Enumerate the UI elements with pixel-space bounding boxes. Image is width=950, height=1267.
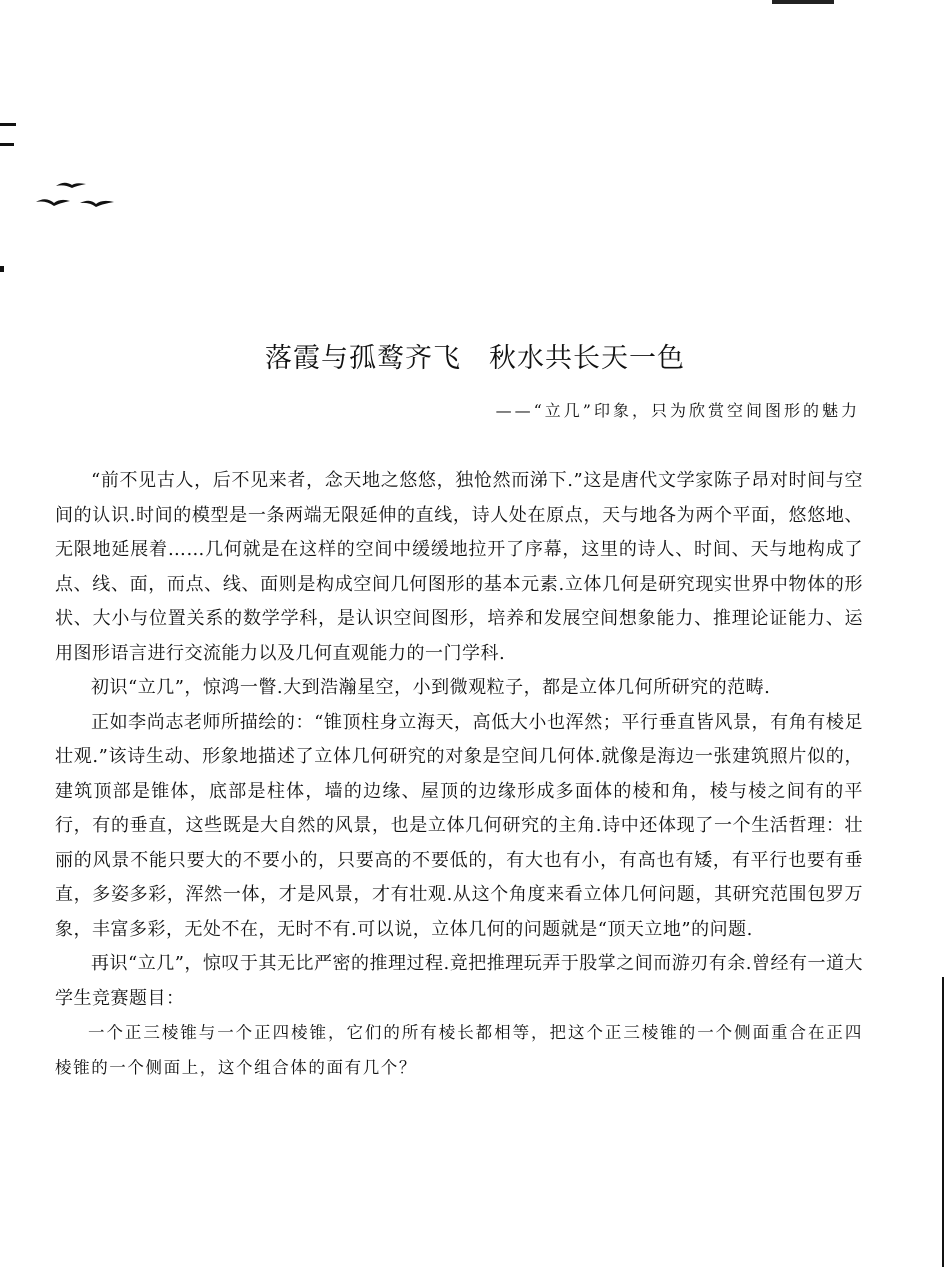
article-body	[55, 464, 863, 1085]
paragraph: 初识“立几”，惊鸿一瞥.大到浩瀚星空，小到微观粒子，都是立体几何所研究的范畴.	[91, 677, 771, 698]
right-edge-rule	[942, 977, 944, 1267]
left-edge-dot	[0, 266, 4, 272]
paragraph: 再识“立几”，惊叹于其无比严密的推理过程.竟把推理玩弄于股掌之间而游刃有余.曾经有一道大学生竞赛题目：	[55, 953, 863, 1009]
flying-birds-icon	[34, 176, 124, 216]
article-subtitle: ——“立几”印象，只为欣赏空间图形的魅力	[495, 401, 860, 420]
article-title: 落霞与孤鹜齐飞 秋水共长天一色	[265, 343, 685, 374]
left-edge-mark	[0, 123, 16, 126]
competition-problem: 一个正三棱锥与一个正四棱锥，它们的所有棱长都相等，把这个正三棱锥的一个侧面重合在正四棱锥的一个侧面上，这个组合体的面有几个？	[55, 1023, 863, 1077]
paragraph: 正如李尚志老师所描绘的：“锥顶柱身立海天，高低大小也浑然；平行垂直皆风景，有角有棱足壮观.”该诗生动、形象地描述了立体几何研究的对象是空间几何体.就像是海边一张建筑照片似的，建筑顶部是锥体，底部是柱体，墙的边缘、屋顶的边缘形成多面体的棱和角，棱与棱之间有的平行，有的垂直，这些既是大自然的风景，也是立体几何研究的主角.诗中还体现了一个生活哲理：壮丽的风景不能只要大的不要小的，只要高的不要低的，有大也有小，有高也有矮，有平行也要有垂直，多姿多彩，浑然一体，才是风景，才有壮观.从这个角度来看立体几何问题，其研究范围包罗万象，丰富多彩，无处不在，无时不有.可以说，立体几何的问题就是“顶天立地”的问题.	[55, 711, 863, 940]
left-edge-mark	[0, 143, 14, 146]
paragraph: “前不见古人，后不见来者，念天地之悠悠，独怆然而涕下.”这是唐代文学家陈子昂对时间与空间的认识.时间的模型是一条两端无限延伸的直线，诗人处在原点，天与地各为两个平面，悠悠地、无限地延展着……几何就是在这样的空间中缓缓地拉开了序幕，这里的诗人、时间、天与地构成了点、线、面，而点、线、面则是构成空间几何图形的基本元素.立体几何是研究现实世界中物体的形状、大小与位置关系的数学学科，是认识空间图形，培养和发展空间想象能力、推理论证能力、运用图形语言进行交流能力以及几何直观能力的一门学科.	[55, 470, 863, 664]
top-edge-mark	[772, 0, 834, 4]
